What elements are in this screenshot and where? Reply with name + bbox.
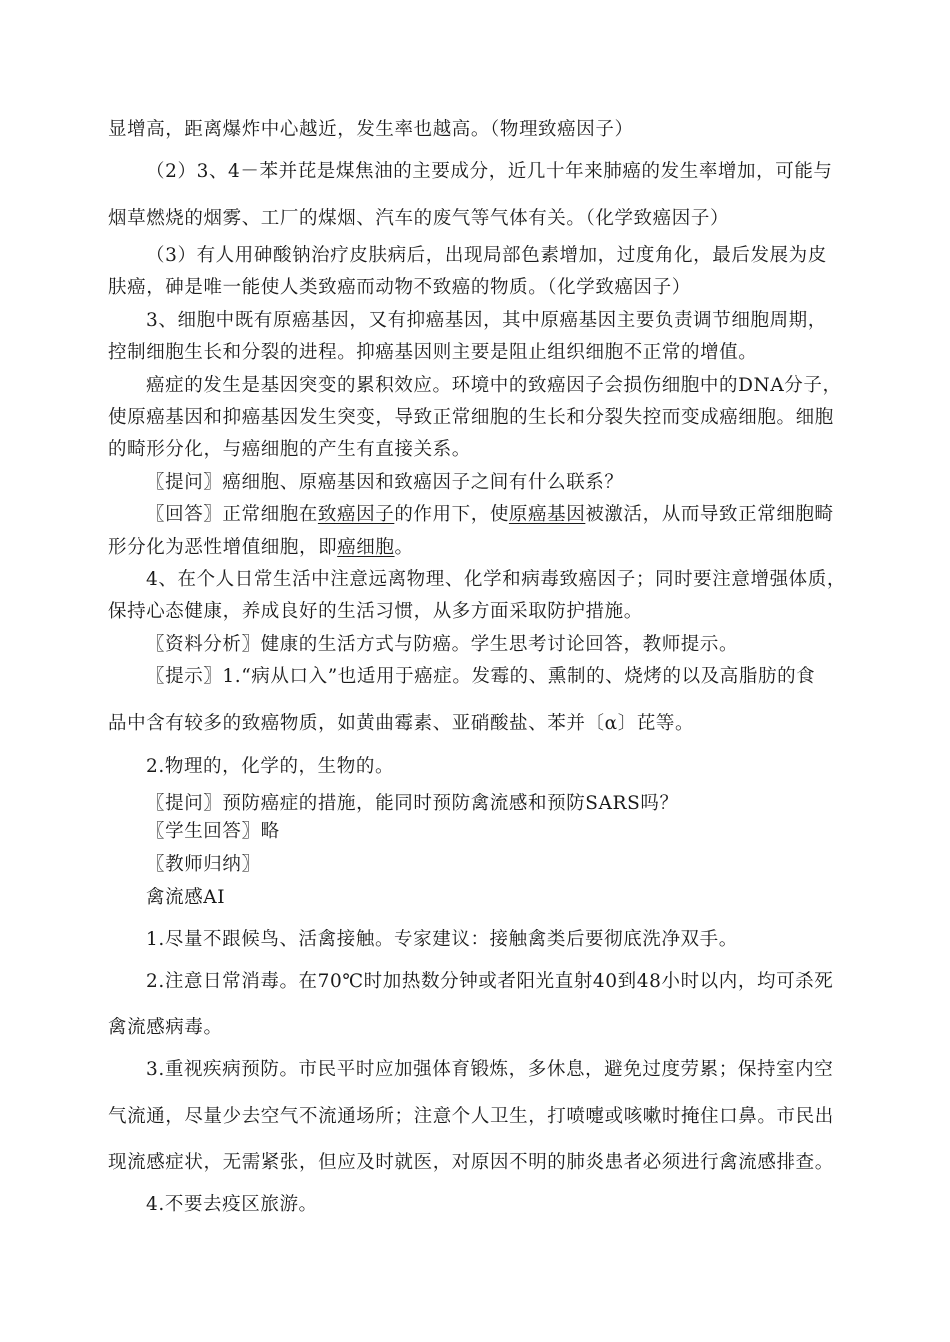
list-item: 现流感症状，无需紧张，但应及时就医，对原因不明的肺炎患者必须进行禽流感排查。 bbox=[108, 1152, 834, 1173]
paragraph-line: 显增高，距离爆炸中心越近，发生率也越高。（物理致癌因子） bbox=[108, 119, 634, 140]
paragraph-line: 〖学生回答〗略 bbox=[146, 821, 280, 842]
underlined-term: 致癌因子 bbox=[317, 504, 395, 525]
list-item: 1.尽量不跟候鸟、活禽接触。专家建议：接触禽类后要彻底洗净双手。 bbox=[146, 929, 738, 950]
paragraph-line: 3、细胞中既有原癌基因，又有抑癌基因，其中原癌基因主要负责调节细胞周期， bbox=[146, 310, 827, 331]
list-item: 禽流感病毒。 bbox=[108, 1017, 223, 1038]
paragraph-line: 的畸形分化，与癌细胞的产生有直接关系。 bbox=[108, 439, 471, 460]
paragraph-line: 〖提示〗1.“病从口入”也适用于癌症。发霉的、熏制的、烧烤的以及高脂肪的食 bbox=[146, 666, 816, 687]
paragraph-line: 〖资料分析〗健康的生活方式与防癌。学生思考讨论回答，教师提示。 bbox=[146, 634, 739, 655]
list-item: 气流通，尽量少去空气不流通场所；注意个人卫生，打喷嚏或咳嗽时掩住口鼻。市民出 bbox=[108, 1106, 834, 1127]
paragraph-line: 4、在个人日常生活中注意远离物理、化学和病毒致癌因子；同时要注意增强体质， bbox=[146, 569, 846, 590]
paragraph-line: 使原癌基因和抑癌基因发生突变，导致正常细胞的生长和分裂失控而变成癌细胞。细胞 bbox=[108, 407, 834, 428]
paragraph-line: 保持心态健康，养成良好的生活习惯，从多方面采取防护措施。 bbox=[108, 601, 643, 622]
paragraph-line: 控制细胞生长和分裂的进程。抑癌基因则主要是阻止组织细胞不正常的增值。 bbox=[108, 342, 758, 363]
paragraph-line: 2.物理的，化学的，生物的。 bbox=[146, 756, 395, 777]
list-item: 2.注意日常消毒。在70℃时加热数分钟或者阳光直射40到48小时以内，均可杀死 bbox=[146, 971, 834, 992]
answer-line: 形分化为恶性增值细胞，即癌细胞。 bbox=[108, 537, 414, 558]
section-heading: 禽流感AI bbox=[146, 887, 226, 908]
paragraph-line: （2）3、4－苯并芘是煤焦油的主要成分，近几十年来肺癌的发生率增加，可能与 bbox=[146, 161, 833, 182]
paragraph-line: 肤癌，砷是唯一能使人类致癌而动物不致癌的物质。（化学致癌因子） bbox=[108, 277, 691, 298]
underlined-term: 癌细胞 bbox=[337, 537, 395, 558]
paragraph-line: 烟草燃烧的烟雾、工厂的煤烟、汽车的废气等气体有关。（化学致癌因子） bbox=[108, 208, 730, 229]
paragraph-line: 癌症的发生是基因突变的累积效应。环境中的致癌因子会损伤细胞中的DNA分子， bbox=[146, 375, 842, 396]
list-item: 3.重视疾病预防。市民平时应加强体育锻炼，多休息，避免过度劳累；保持室内空 bbox=[146, 1059, 834, 1080]
question-line: 〖提问〗癌细胞、原癌基因和致癌因子之间有什么联系？ bbox=[146, 472, 624, 493]
underlined-term: 原癌基因 bbox=[508, 504, 586, 525]
paragraph-line: （3）有人用砷酸钠治疗皮肤病后，出现局部色素增加，过度角化，最后发展为皮 bbox=[146, 245, 827, 266]
question-line: 〖提问〗预防癌症的措施，能同时预防禽流感和预防SARS吗？ bbox=[146, 793, 679, 814]
list-item: 4.不要去疫区旅游。 bbox=[146, 1194, 318, 1215]
answer-line: 〖回答〗正常细胞在致癌因子的作用下，使原癌基因被激活，从而导致正常细胞畸 bbox=[146, 504, 834, 525]
paragraph-line: 品中含有较多的致癌物质，如黄曲霉素、亚硝酸盐、苯并〔α〕芘等。 bbox=[108, 713, 695, 734]
paragraph-line: 〖教师归纳〗 bbox=[146, 854, 261, 875]
